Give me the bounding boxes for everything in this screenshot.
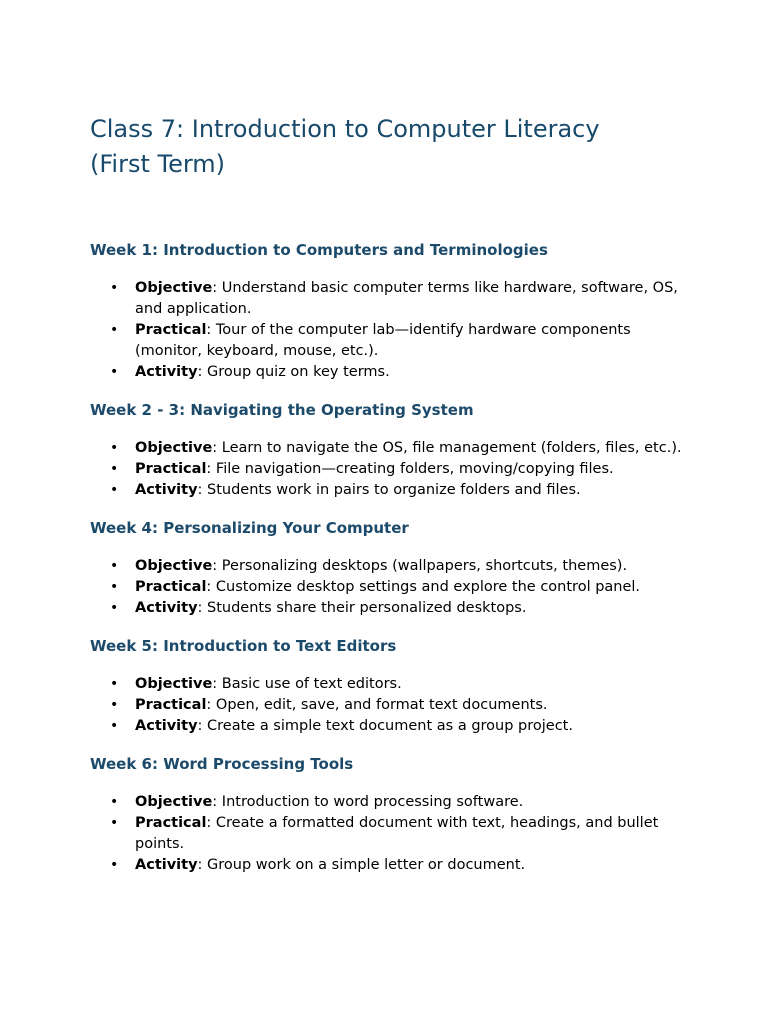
week-section bbox=[90, 518, 690, 619]
list-item bbox=[90, 598, 690, 619]
week-heading: Week 2 - 3: Navigating the Operating System bbox=[90, 401, 474, 419]
bullet-icon: • bbox=[110, 322, 119, 338]
list-item bbox=[90, 459, 690, 480]
bullet-icon: • bbox=[110, 857, 119, 873]
item-text: : Group quiz on key terms. bbox=[197, 364, 390, 380]
bullet-icon: • bbox=[110, 280, 119, 296]
bullet-icon: • bbox=[110, 815, 119, 831]
week-section bbox=[90, 754, 690, 876]
item-label: Practical bbox=[135, 697, 207, 713]
item-text: : Customize desktop settings and explore the control panel. bbox=[206, 579, 641, 595]
list-item bbox=[90, 813, 690, 855]
document-page bbox=[90, 112, 690, 893]
week-item-list bbox=[90, 278, 690, 383]
bullet-icon: • bbox=[110, 558, 119, 574]
bullet-icon: • bbox=[110, 579, 119, 595]
bullet-icon: • bbox=[110, 364, 119, 380]
bullet-icon: • bbox=[110, 440, 119, 456]
bullet-icon: • bbox=[110, 482, 119, 498]
week-item-list bbox=[90, 792, 690, 876]
list-item bbox=[90, 577, 690, 598]
item-text: : Students share their personalized desktops. bbox=[197, 600, 527, 616]
week-section bbox=[90, 636, 690, 737]
week-item-list bbox=[90, 438, 690, 501]
bullet-icon: • bbox=[110, 718, 119, 734]
item-label: Practical bbox=[135, 815, 207, 831]
item-label: Practical bbox=[135, 579, 207, 595]
item-text: : Group work on a simple letter or document. bbox=[197, 857, 526, 873]
page-title-line-2: (First Term) bbox=[90, 150, 226, 178]
item-label: Activity bbox=[135, 718, 198, 734]
item-label: Objective bbox=[135, 558, 213, 574]
item-text: : Students work in pairs to organize folders and files. bbox=[197, 482, 581, 498]
item-text: : File navigation—creating folders, moving/copying files. bbox=[206, 461, 614, 477]
item-label: Activity bbox=[135, 600, 198, 616]
item-label: Activity bbox=[135, 857, 198, 873]
bullet-icon: • bbox=[110, 461, 119, 477]
bullet-icon: • bbox=[110, 697, 119, 713]
week-section bbox=[90, 240, 690, 383]
item-label: Practical bbox=[135, 461, 207, 477]
item-text: : Introduction to word processing software. bbox=[212, 794, 524, 810]
bullet-icon: • bbox=[110, 676, 119, 692]
week-item-list bbox=[90, 674, 690, 737]
list-item bbox=[90, 320, 690, 362]
item-text: : Create a simple text document as a group project. bbox=[197, 718, 573, 734]
week-section bbox=[90, 400, 690, 501]
item-label: Objective bbox=[135, 280, 213, 296]
item-label: Objective bbox=[135, 440, 213, 456]
list-item bbox=[90, 716, 690, 737]
list-item bbox=[90, 278, 690, 320]
item-text: : Personalizing desktops (wallpapers, shortcuts, themes). bbox=[212, 558, 628, 574]
item-text: : Basic use of text editors. bbox=[212, 676, 402, 692]
list-item bbox=[90, 695, 690, 716]
week-heading: Week 5: Introduction to Text Editors bbox=[90, 637, 397, 655]
item-text: : Tour of the computer lab—identify hardware components (monitor, keyboard, mouse, etc.). bbox=[135, 322, 631, 359]
list-item bbox=[90, 556, 690, 577]
list-item bbox=[90, 674, 690, 695]
list-item bbox=[90, 362, 690, 383]
item-text: : Learn to navigate the OS, file management (folders, files, etc.). bbox=[212, 440, 682, 456]
bullet-icon: • bbox=[110, 794, 119, 810]
bullet-icon: • bbox=[110, 600, 119, 616]
week-heading: Week 1: Introduction to Computers and Terminologies bbox=[90, 241, 548, 259]
item-text: : Create a formatted document with text, headings, and bullet points. bbox=[135, 815, 659, 852]
list-item bbox=[90, 792, 690, 813]
item-label: Objective bbox=[135, 794, 213, 810]
list-item bbox=[90, 438, 690, 459]
list-item bbox=[90, 480, 690, 501]
page-title bbox=[90, 112, 690, 182]
list-item bbox=[90, 855, 690, 876]
week-heading: Week 4: Personalizing Your Computer bbox=[90, 519, 409, 537]
item-label: Activity bbox=[135, 364, 198, 380]
item-label: Practical bbox=[135, 322, 207, 338]
page-title-line-1: Class 7: Introduction to Computer Literacy bbox=[90, 115, 600, 143]
item-label: Activity bbox=[135, 482, 198, 498]
item-text: : Open, edit, save, and format text documents. bbox=[206, 697, 548, 713]
week-item-list bbox=[90, 556, 690, 619]
item-label: Objective bbox=[135, 676, 213, 692]
item-text: : Understand basic computer terms like hardware, software, OS, and application. bbox=[135, 280, 678, 317]
week-heading: Week 6: Word Processing Tools bbox=[90, 755, 354, 773]
